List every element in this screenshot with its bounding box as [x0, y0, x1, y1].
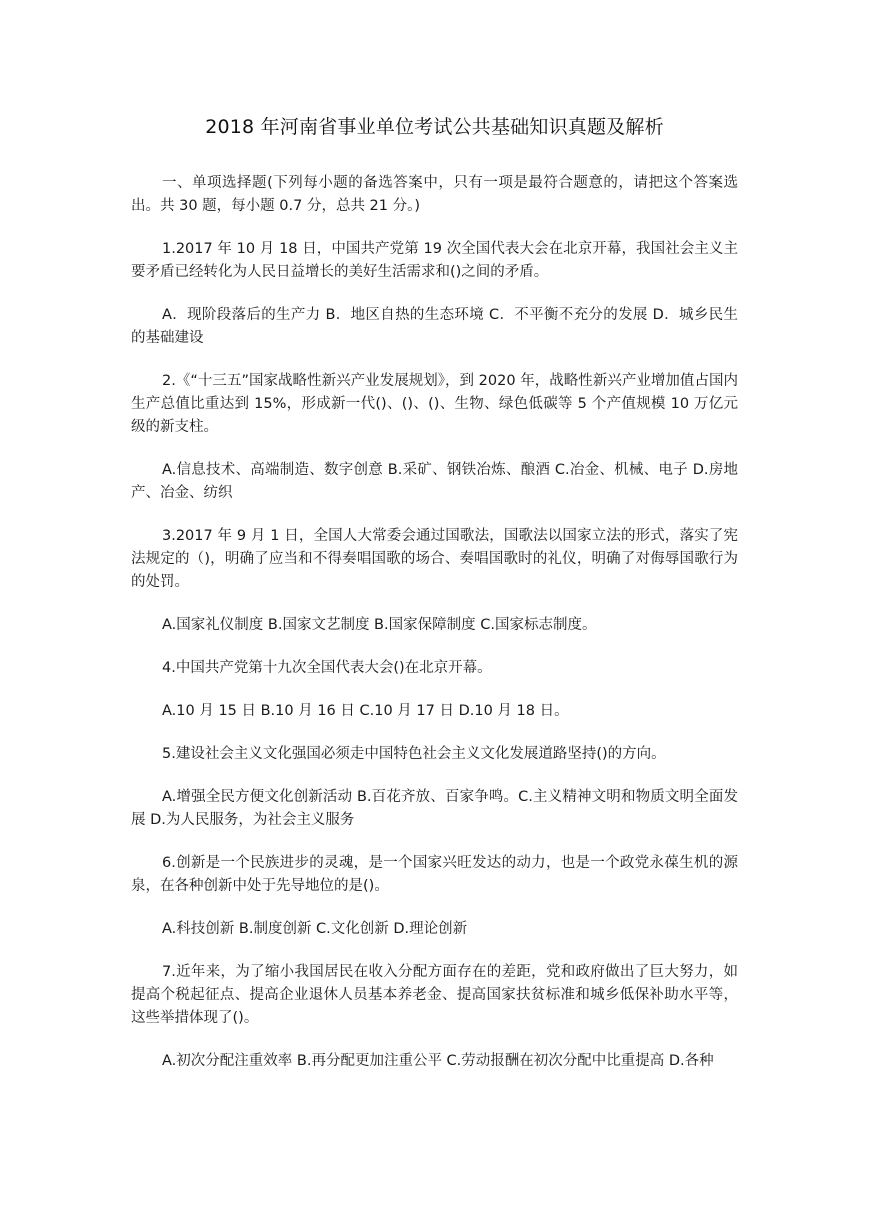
question-1-options: A．现阶段落后的生产力 B．地区自热的生态环境 C．不平衡不充分的发展 D．城乡民生的基础建设 — [131, 307, 738, 346]
question-2-options: A.信息技术、高端制造、数字创意 B.采矿、钢铁冶炼、酿酒 C.冶金、机械、电子 D.房地产、冶金、纺织 — [131, 462, 738, 501]
question-5-options: A.增强全民方便文化创新活动 B.百花齐放、百家争鸣。C.主义精神文明和物质文明全面发展 D.为人民服务，为社会主义服务 — [131, 789, 738, 828]
question-7-options: A.初次分配注重效率 B.再分配更加注重公平 C.劳动报酬在初次分配中比重提高 D.各种 — [162, 1053, 714, 1069]
question-3-options: A.国家礼仪制度 B.国家文艺制度 B.国家保障制度 C.国家标志制度。 — [162, 617, 597, 633]
question-4: 4.中国共产党第十九次全国代表大会()在北京开幕。 — [162, 660, 492, 676]
question-1: 1.2017 年 10 月 18 日，中国共产党第 19 次全国代表大会在北京开幕，我国社会主义主要矛盾已经转化为人民日益增长的美好生活需求和()之间的矛盾。 — [131, 241, 738, 280]
question-2: 2.《“十三五”国家战略性新兴产业发展规划》，到 2020 年，战略性新兴产业增加值占国内生产总值比重达到 15%，形成新一代()、()、()、生物、绿色低碳等 5 个产值规模 10 万亿元级的新支柱。 — [131, 373, 738, 435]
question-7: 7.近年来，为了缩小我国居民在收入分配方面存在的差距，党和政府做出了巨大努力，如提高个税起征点、提高企业退休人员基本养老金、提高国家扶贫标准和城乡低保补助水平等，这些举措体现了()。 — [131, 964, 738, 1026]
section-heading: 一、单项选择题(下列每小题的备选答案中，只有一项是最符合题意的，请把这个答案选出。共 30 题，每小题 0.7 分，总共 21 分。) — [131, 175, 738, 214]
document-body — [131, 172, 738, 1093]
document-title: 2018 年河南省事业单位考试公共基础知识真题及解析 — [205, 116, 664, 138]
question-6: 6.创新是一个民族进步的灵魂，是一个国家兴旺发达的动力，也是一个政党永葆生机的源泉，在各种创新中处于先导地位的是()。 — [131, 855, 738, 894]
question-4-options: A.10 月 15 日 B.10 月 16 日 C.10 月 17 日 D.10 月 18 日。 — [162, 703, 569, 719]
question-6-options: A.科技创新 B.制度创新 C.文化创新 D.理论创新 — [162, 921, 468, 937]
question-3: 3.2017 年 9 月 1 日，全国人大常委会通过国歌法，国歌法以国家立法的形式，落实了宪法规定的（)，明确了应当和不得奏唱国歌的场合、奏唱国歌时的礼仪，明确了对侮辱国歌行为的处罚。 — [131, 528, 738, 590]
question-5: 5.建设社会主义文化强国必须走中国特色社会主义文化发展道路坚持()的方向。 — [162, 746, 666, 762]
